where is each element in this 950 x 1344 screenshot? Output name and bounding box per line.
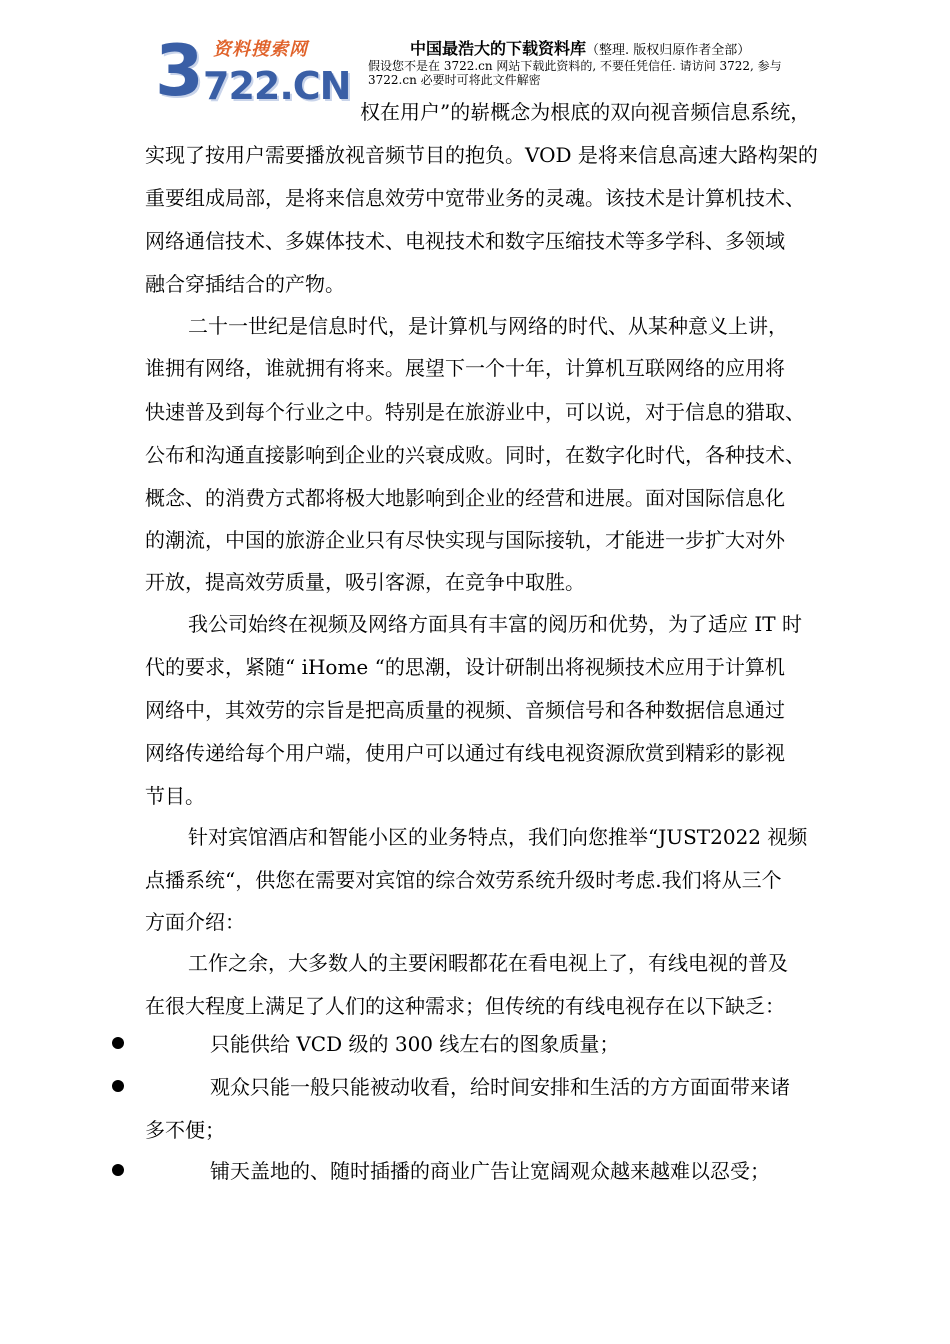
body-line-21: 工作之余，大多数人的主要闲暇都花在看电视上了，有线电视的普及	[188, 951, 788, 975]
logo-domain: 722.CN	[203, 64, 351, 108]
header-title-note: （整理. 版权归原作者全部）	[586, 43, 751, 58]
body-line-12: 开放，提高效劳质量，吸引客源，在竞争中取胜。	[145, 570, 585, 594]
body-line-5: 融合穿插结合的产物。	[145, 272, 345, 296]
body-line-22: 在很大程度上满足了人们的这种需求；但传统的有线电视存在以下缺乏：	[145, 994, 785, 1018]
body-line-2: 实现了按用户需要播放视音频节目的抱负。VOD 是将来信息高速大路构架的	[145, 143, 818, 167]
body-line-6: 二十一世纪是信息时代，是计算机与网络的时代、从某种意义上讲，	[188, 314, 788, 338]
header-title	[410, 40, 750, 60]
header-notice-line-1: 假设您不是在 3722.cn 网站下载此资料的, 不要任凭信任. 请访问 3722, 参与	[368, 59, 782, 73]
body-line-19: 点播系统“，供您在需要对宾馆的综合效劳系统升级时考虑.我们将从三个	[145, 868, 782, 892]
body-line-20: 方面介绍：	[145, 910, 245, 934]
bullet-line-3: 铺天盖地的、随时插播的商业广告让宽阔观众越来越难以忍受；	[210, 1159, 770, 1183]
bullet-3	[112, 1164, 124, 1176]
body-line-7: 谁拥有网络，谁就拥有将来。展望下一个十年，计算机互联网络的应用将	[145, 356, 785, 380]
body-line-16: 网络传递给每个用户端，使用户可以通过有线电视资源欣赏到精彩的影视	[145, 741, 785, 765]
body-line-13: 我公司始终在视频及网络方面具有丰富的阅历和优势，为了适应 IT 时	[188, 612, 802, 636]
body-line-17: 节目。	[145, 784, 205, 808]
body-line-10: 概念、的消费方式都将极大地影响到企业的经营和进展。面对国际信息化	[145, 486, 785, 510]
logo-tagline: 资料搜索网	[213, 39, 308, 60]
bullet-2	[112, 1080, 124, 1092]
body-line-15: 网络中，其效劳的宗旨是把高质量的视频、音频信号和各种数据信息通过	[145, 698, 785, 722]
body-line-14: 代的要求，紧随“ iHome “的思潮，设计研制出将视频技术应用于计算机	[145, 655, 785, 679]
site-logo	[155, 30, 355, 112]
bullet-line-2-cont: 多不便；	[145, 1118, 225, 1142]
body-line-11: 的潮流，中国的旅游企业只有尽快实现与国际接轨，才能进一步扩大对外	[145, 528, 785, 552]
header-notice-line-2: 3722.cn 必要时可将此文件解密	[368, 73, 541, 87]
header-title-main: 中国最浩大的下载资料库	[410, 39, 587, 58]
bullet-line-1: 只能供给 VCD 级的 300 线左右的图象质量；	[210, 1032, 620, 1056]
body-line-3: 重要组成局部，是将来信息效劳中宽带业务的灵魂。该技术是计算机技术、	[145, 186, 805, 210]
bullet-line-2: 观众只能一般只能被动收看，给时间安排和生活的方方面面带来诸	[210, 1075, 790, 1099]
bullet-1	[112, 1037, 124, 1049]
logo-three: 3	[155, 30, 204, 112]
body-line-9: 公布和沟通直接影响到企业的兴衰成败。同时，在数字化时代，各种技术、	[145, 443, 805, 467]
body-line-1: 权在用户”的崭概念为根底的双向视音频信息系统，	[360, 100, 811, 124]
body-line-18: 针对宾馆酒店和智能小区的业务特点，我们向您推举“JUST2022 视频	[188, 825, 808, 849]
body-line-4: 网络通信技术、多媒体技术、电视技术和数字压缩技术等多学科、多领域	[145, 229, 785, 253]
body-line-8: 快速普及到每个行业之中。特别是在旅游业中，可以说，对于信息的猎取、	[145, 400, 805, 424]
